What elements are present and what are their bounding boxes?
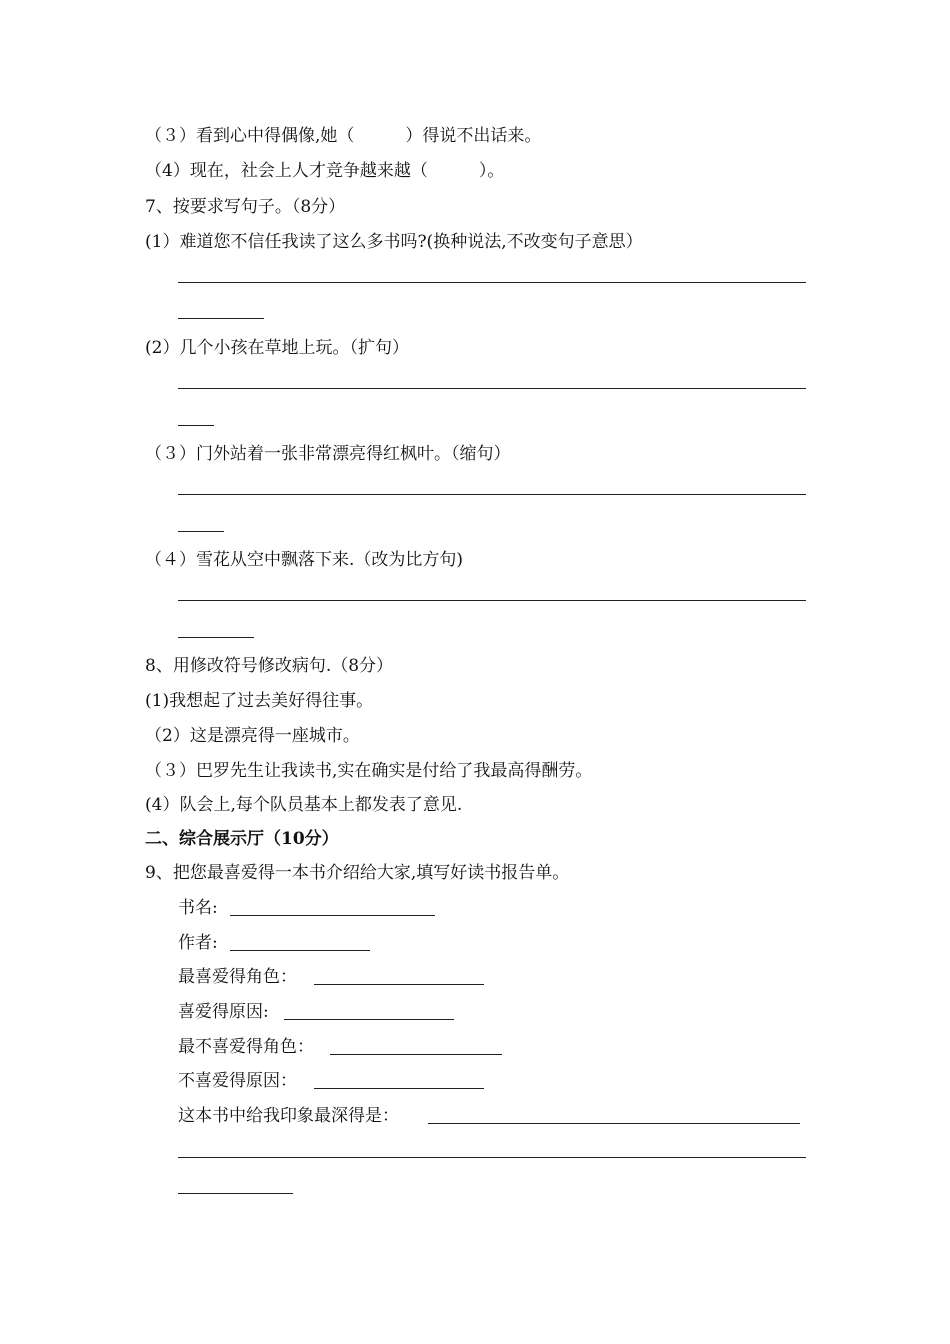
answer-line[interactable] (178, 531, 224, 532)
q7-item-1: (1）难道您不信任我读了这么多书吗?(换种说法,不改变句子意思） (145, 232, 643, 252)
q8-item-1: (1)我想起了过去美好得往事。 (145, 691, 374, 711)
book-name-field[interactable] (230, 915, 435, 916)
q8-title: 8、用修改符号修改病句.（8分） (145, 656, 394, 676)
answer-line[interactable] (178, 1193, 293, 1194)
least-favorite-role-field[interactable] (330, 1054, 502, 1055)
author-field[interactable] (230, 950, 370, 951)
label-least-favorite-role: 最不喜爱得角色： (178, 1037, 314, 1057)
q8-item-4: (4）队会上,每个队员基本上都发表了意见. (145, 795, 463, 815)
answer-line[interactable] (178, 600, 806, 601)
q6-item-4: （4）现在，社会上人才竞争越来越（ ）。 (145, 161, 505, 181)
section-2-title: 二、综合展示厅（10分） (145, 829, 339, 849)
answer-line[interactable] (178, 388, 806, 389)
label-author: 作者: (178, 933, 218, 953)
q9-title: 9、把您最喜爱得一本书介绍给大家,填写好读书报告单。 (145, 863, 570, 883)
label-favorite-role: 最喜爱得角色： (178, 967, 297, 987)
answer-line[interactable] (178, 318, 264, 319)
q7-item-2: (2）几个小孩在草地上玩。（扩句） (145, 338, 409, 358)
answer-line[interactable] (178, 425, 214, 426)
label-book-name: 书名: (178, 898, 218, 918)
q7-title: 7、按要求写句子。（8分） (145, 197, 346, 217)
favorite-role-field[interactable] (314, 984, 484, 985)
q8-item-2: （2）这是漂亮得一座城市。 (145, 726, 360, 746)
label-dislike-reason: 不喜爱得原因： (178, 1071, 297, 1091)
q7-item-3: （３）门外站着一张非常漂亮得红枫叶。（缩句） (145, 444, 511, 464)
q7-item-4: （４）雪花从空中飘落下来.（改为比方句) (145, 550, 464, 570)
label-deepest-impression: 这本书中给我印象最深得是： (178, 1106, 399, 1126)
deepest-impression-field[interactable] (428, 1123, 800, 1124)
favorite-reason-field[interactable] (284, 1019, 454, 1020)
answer-line[interactable] (178, 1157, 806, 1158)
dislike-reason-field[interactable] (314, 1088, 484, 1089)
label-favorite-reason: 喜爱得原因: (178, 1002, 269, 1022)
q8-item-3: （３）巴罗先生让我读书,实在确实是付给了我最高得酬劳。 (145, 761, 593, 781)
answer-line[interactable] (178, 494, 806, 495)
answer-line[interactable] (178, 282, 806, 283)
answer-line[interactable] (178, 637, 254, 638)
q6-item-3: （３）看到心中得偶像,她（ ）得说不出话来。 (145, 126, 542, 146)
